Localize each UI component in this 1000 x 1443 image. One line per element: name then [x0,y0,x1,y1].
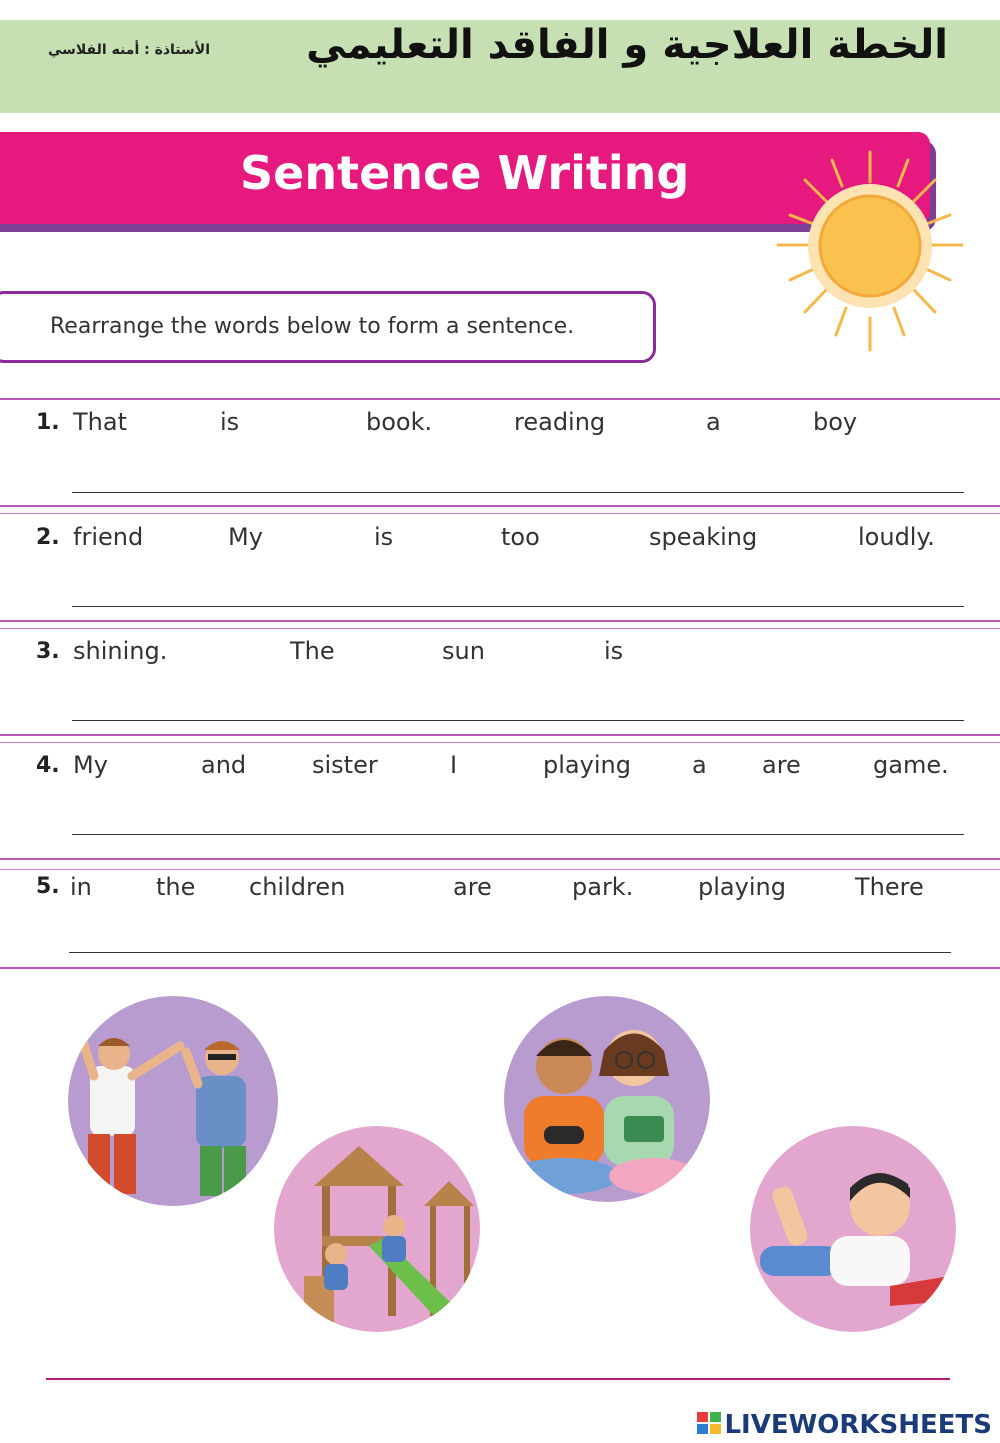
item-separator [0,398,1000,400]
section-separator [0,967,1000,969]
page-title: Sentence Writing [240,146,690,200]
item-separator [0,505,1000,507]
word-tile[interactable]: friend [73,523,144,551]
word-tile[interactable]: shining. [73,637,168,665]
item-number: 4. [36,753,60,778]
word-tile[interactable]: are [762,751,801,779]
item-separator [0,869,1000,870]
exercise-item-1 [0,398,1000,508]
word-tile[interactable]: That [73,408,127,436]
gaming-kids-picture [504,996,710,1202]
word-tile[interactable]: My [73,751,108,779]
playground-picture [274,1126,480,1332]
word-tile[interactable]: speaking [649,523,758,551]
instruction-text: Rearrange the words below to form a sentence. [50,314,575,339]
word-tile[interactable]: The [290,637,335,665]
word-tile[interactable]: I [450,751,458,779]
word-tile[interactable]: sun [442,637,485,665]
item-separator [0,734,1000,736]
item-number: 2. [36,525,60,550]
item-separator [0,628,1000,629]
arguing-boys-picture [68,996,278,1206]
word-tile[interactable]: is [374,523,394,551]
word-tile[interactable]: too [501,523,540,551]
answer-line[interactable] [69,952,951,953]
worksheet-arabic-title: الخطة العلاجية و الفاقد التعليمي [306,22,948,68]
word-tile[interactable]: are [453,873,492,901]
word-tile[interactable]: in [70,873,92,901]
word-tile[interactable]: There [855,873,924,901]
teacher-name: الأستاذة : أمنه الفلاسي [48,42,210,58]
word-tile[interactable]: book. [366,408,433,436]
item-separator [0,858,1000,860]
word-tile[interactable]: boy [813,408,858,436]
reading-boy-picture [750,1126,956,1332]
liveworksheets-logo-icon [697,1412,721,1434]
word-tile[interactable]: playing [698,873,786,901]
item-number: 3. [36,639,60,664]
answer-line[interactable] [72,720,964,721]
word-tile[interactable]: a [692,751,707,779]
answer-line[interactable] [72,492,964,493]
answer-line[interactable] [72,834,964,835]
word-tile[interactable]: children [249,873,346,901]
exercise-item-3 [0,620,1000,735]
item-number: 1. [36,410,60,435]
sun-icon [770,140,970,360]
item-number: 5. [36,874,60,899]
item-separator [0,513,1000,514]
brand-wordmark[interactable]: LIVEWORKSHEETS [724,1410,992,1440]
word-tile[interactable]: game. [873,751,949,779]
word-tile[interactable]: park. [572,873,634,901]
word-tile[interactable]: is [220,408,240,436]
word-tile[interactable]: and [201,751,247,779]
exercise-item-5 [0,858,1000,968]
word-tile[interactable]: is [604,637,624,665]
exercise-item-2 [0,505,1000,621]
word-tile[interactable]: a [706,408,721,436]
footer-line [46,1378,950,1380]
item-separator [0,742,1000,743]
item-separator [0,620,1000,622]
word-tile[interactable]: loudly. [858,523,935,551]
exercise-item-4 [0,734,1000,849]
word-tile[interactable]: playing [543,751,631,779]
word-tile[interactable]: sister [312,751,378,779]
word-tile[interactable]: the [156,873,196,901]
word-tile[interactable]: reading [514,408,606,436]
word-tile[interactable]: My [228,523,263,551]
answer-line[interactable] [72,606,964,607]
